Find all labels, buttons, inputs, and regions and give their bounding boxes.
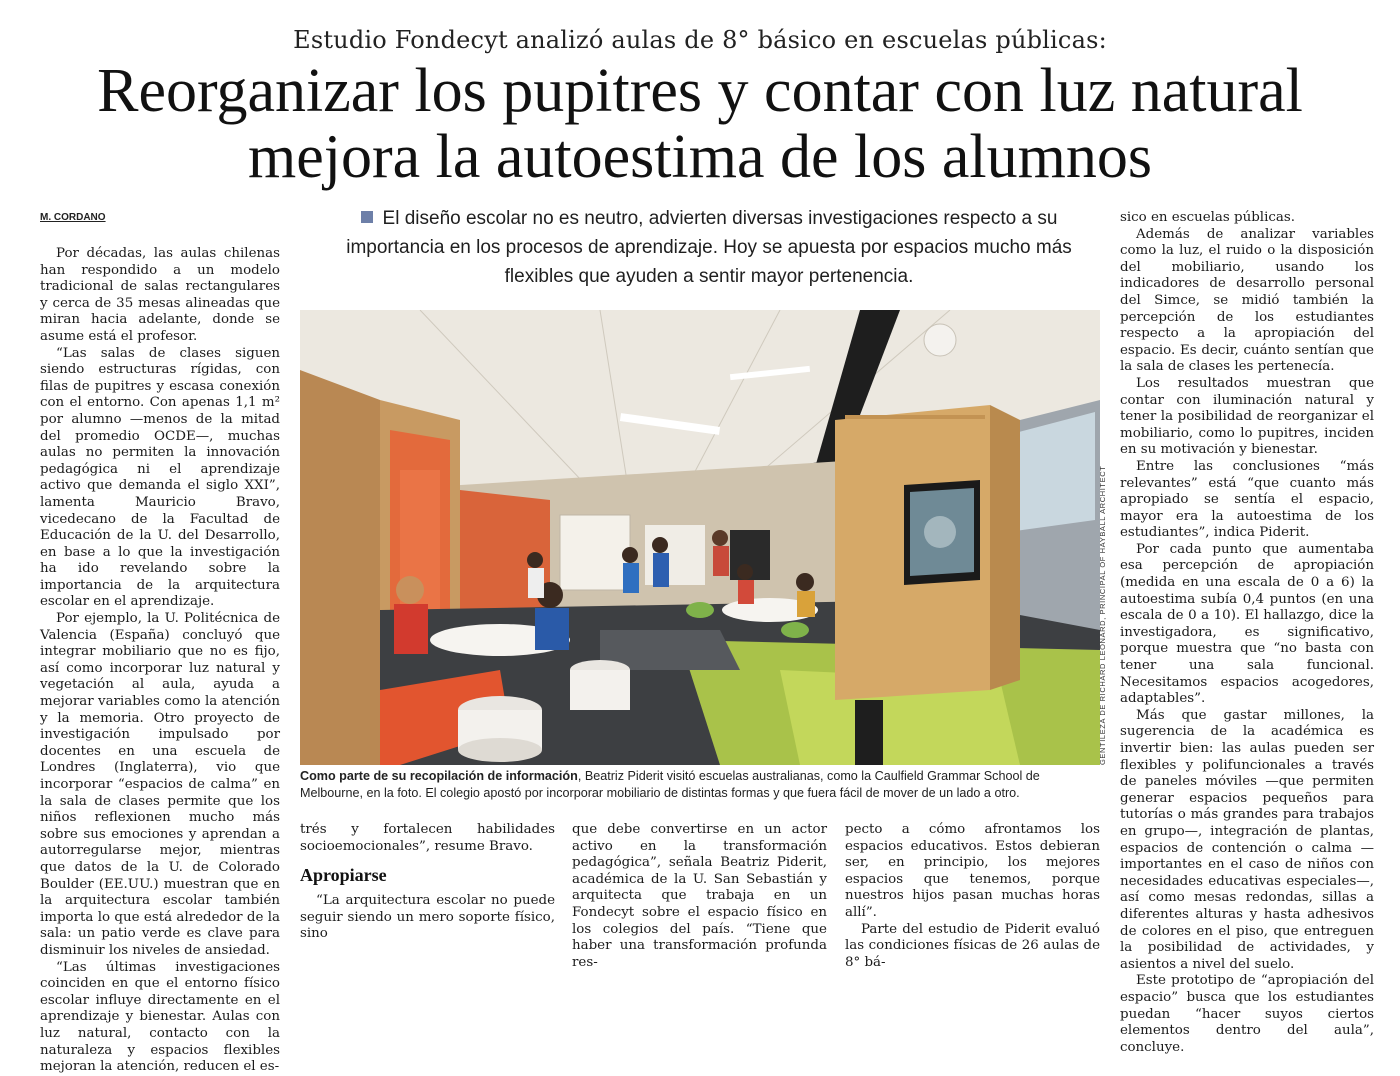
body-column-5 xyxy=(1120,210,1374,1056)
headline-line-1: Reorganizar los pupitres y contar con luz natural xyxy=(97,57,1303,125)
body-column-4 xyxy=(845,822,1100,971)
classroom-photo xyxy=(300,310,1100,765)
body-column-1 xyxy=(40,246,280,1076)
paragraph: Parte del estudio de Piderit evaluó las condiciones físicas de 26 aulas de 8° bá- xyxy=(845,921,1100,970)
caption-lead: Como parte de su recopilación de información xyxy=(300,769,578,783)
caption-text: , Beatriz Piderit visitó escuelas australianas, como la Caulfield Grammar School de Melbourne, en la foto. El colegio apostó por incorporar mobiliario de distintas formas y que fuera fácil de mover de un lado a otro. xyxy=(300,769,1040,800)
kicker: Estudio Fondecyt analizó aulas de 8° básico en escuelas públicas: xyxy=(293,26,1107,54)
paragraph: Los resultados muestran que contar con iluminación natural y tener la posibilidad de reorganizar el mobiliario, como lo pupitres, inciden en su motivación y bienestar. xyxy=(1120,375,1374,458)
paragraph: que debe convertirse en un actor activo en la transformación pedagógica”, señala Beatriz Piderit, académica de la U. San Sebastián y arquitecta que trabaja en un Fondecyt sobre el espacio físico en los colegios del país. “Tiene que haber una transformación profunda res- xyxy=(572,822,827,970)
paragraph: Por décadas, las aulas chilenas han respondido a un modelo tradicional de salas rectangulares y cerca de 35 mesas alineadas que miran hacia adelante, donde se asume está el profesor. xyxy=(40,246,280,344)
paragraph: Además de analizar variables como la luz, el ruido o la disposición del mobiliario, usando los indicadores de desarrollo personal del Simce, se midió también la percepción de los estudiantes respecto a la apropiación del espacio. Es decir, cuánto sentían que la sala de clases les pertenecía. xyxy=(1120,226,1374,375)
deck xyxy=(314,204,1104,291)
classroom-illustration xyxy=(300,310,1100,765)
body-column-3 xyxy=(572,822,827,971)
deck-square-icon xyxy=(361,211,373,223)
paragraph: “La arquitectura escolar no puede seguir siendo un mero soporte físico, sino xyxy=(300,893,555,942)
paragraph: “Las salas de clases siguen siendo estructuras rígidas, con filas de pupitres y escasa conexión con el entorno. Con apenas 1,1 m² por alumno —menos de la mitad del promedio OCDE—, muchas aulas no permiten la innovación pedagógica ni el aprendizaje activo que demanda el siglo XXI”, lamenta Mauricio Bravo, vicedecano de la Facultad de Educación de la U. del Desarrollo, en base a lo que la investigación ha ido revelando sobre la importancia de la arquitectura escolar en el aprendizaje. xyxy=(40,345,280,610)
paragraph: pecto a cómo afrontamos los espacios educativos. Estos debieran ser, en principio, los mejores espacios que tenemos, porque nuestros hijos pasan muchas horas allí”. xyxy=(845,822,1100,920)
paragraph: Por ejemplo, la U. Politécnica de Valencia (España) concluyó que integrar mobiliario que no es fijo, así como incorporar luz natural y vegetación al aula, ayuda a mejorar variables como la atención y la memoria. Otro proyecto de investigación impulsado por docentes en una escuela de Londres (Inglaterra), vio que incorporar “espacios de calma” en la sala de clases permite que los niños reflexionen mucho más sobre sus emociones y aprendan a autorregularse mejor, mientras que datos de la U. de Colorado Boulder (EE.UU.) muestran que en la arquitectura escolar también importa lo que está alrededor de la sala: un patio verde es clave para disminuir los niveles de ansiedad. xyxy=(40,611,280,958)
paragraph: Más que gastar millones, la sugerencia de la académica es invertir bien: las aulas pueden ser flexibles y polifuncionales a través de paneles móviles —que permiten generar espacios pequeños para tutorías o más grandes para trabajos en grupo—, integración de plantas, espacios de contención o calma —importantes en el caso de niños con necesidades educativas especiales—, así como mesas redondas, sillas a diferentes alturas y hasta adhesivos de colores en el piso, que entreguen la posibilidad de actividades, y asientos a nivel del suelo. xyxy=(1120,707,1374,972)
body-column-2 xyxy=(300,822,555,943)
headline xyxy=(0,58,1400,190)
paragraph: Este prototipo de “apropiación del espacio” busca que los estudiantes puedan “hacer suyos ciertos elementos dentro del aula”, concluye. xyxy=(1120,973,1374,1055)
paragraph: “Las últimas investigaciones coinciden en que el entorno físico escolar influye directamente en el aprendizaje y bienestar. Aulas con luz natural, contacto con la naturaleza y espacios flexibles mejoran la atención, reducen el es- xyxy=(40,959,280,1075)
section-subhead: Apropiarse xyxy=(300,865,387,886)
deck-text: El diseño escolar no es neutro, advierten diversas investigaciones respecto a su importancia en los procesos de aprendizaje. Hoy se apuesta por espacios mucho más flexibles que ayuden a sentir mayor pertenencia. xyxy=(346,208,1072,287)
paragraph: trés y fortalecen habilidades socioemocionales”, resume Bravo. xyxy=(300,822,555,854)
headline-line-2: mejora la autoestima de los alumnos xyxy=(248,123,1152,191)
paragraph: sico en escuelas públicas. xyxy=(1120,210,1295,225)
paragraph: Entre las conclusiones “más relevantes” está “que cuanto más apropiado se sentía el espacio, mayor era la autoestima de los estudiantes”, indica Piderit. xyxy=(1120,458,1374,541)
photo-caption xyxy=(300,768,1100,802)
paragraph: Por cada punto que aumentaba esa percepción de apropiación (medida en una escala de 0 a 6) la autoestima subía 0,4 puntos (en una escala de 0 a 10). El hallazgo, dice la investigadora, es significativo, porque muestra que “no basta con tener una sala funcional. Necesitamos espacios acogedores, adaptables”. xyxy=(1120,541,1374,707)
byline: M. CORDANO xyxy=(40,212,106,223)
photo-credit: GENTILEZA DE RICHARD LEONARD, PRINCIPAL OF HAYBALL ARCHITECT xyxy=(1098,465,1107,765)
